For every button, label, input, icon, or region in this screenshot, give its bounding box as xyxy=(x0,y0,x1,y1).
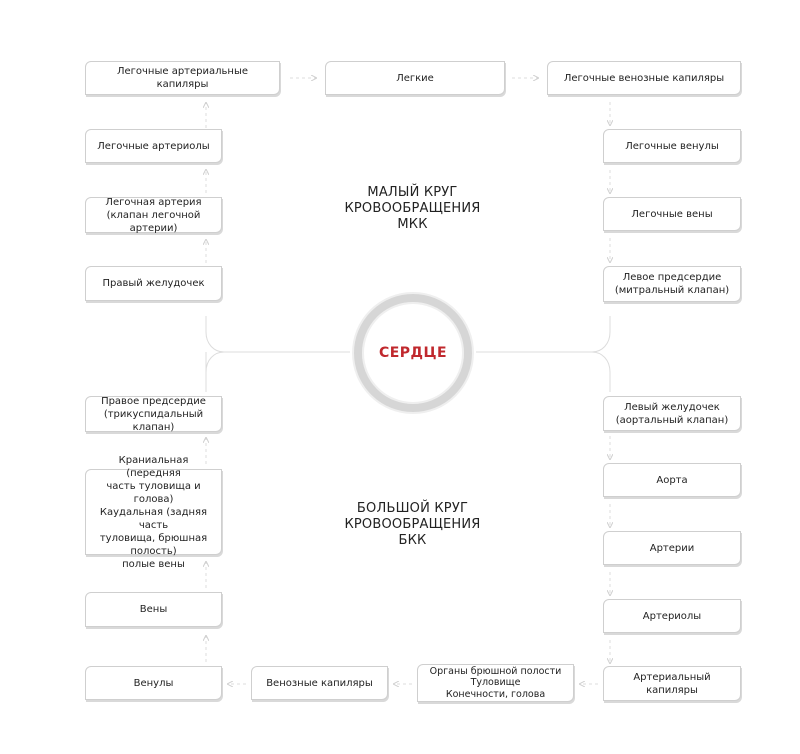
node-left-ventricle: Левый желудочек (аортальный клапан) xyxy=(603,396,741,431)
node-right-atrium: Правое предсердие (трикуспидальный клапан) xyxy=(85,396,222,432)
title-big-circle: БОЛЬШОЙ КРУГ КРОВООБРАЩЕНИЯ БКК xyxy=(344,501,481,548)
node-venules: Венулы xyxy=(85,666,222,700)
node-organs: Органы брюшной полости Туловище Конечности, голова xyxy=(417,664,574,702)
node-pulm-veins: Легочные вены xyxy=(603,197,741,231)
heart-label: СЕРДЦЕ xyxy=(378,345,448,361)
node-pulm-arterioles: Легочные артериолы xyxy=(85,129,222,163)
node-left-atrium: Левое предсердие (митральный клапан) xyxy=(603,266,741,302)
node-pulm-artery: Легочная артерия (клапан легочной артерии) xyxy=(85,197,222,233)
node-aorta: Аорта xyxy=(603,463,741,497)
node-pulm-ven-capillaries: Легочные венозные капиляры xyxy=(547,61,741,95)
connector-heart-right xyxy=(476,316,610,392)
node-right-ventricle: Правый желудочек xyxy=(85,266,222,301)
node-lungs: Легкие xyxy=(325,61,505,95)
node-pulm-art-capillaries: Легочные артериальные капиляры xyxy=(85,61,280,95)
node-arteries: Артерии xyxy=(603,531,741,565)
node-venous-capillaries: Венозные капиляры xyxy=(251,666,388,700)
connector-heart-left xyxy=(206,316,350,392)
node-pulm-venules: Легочные венулы xyxy=(603,129,741,163)
node-veins: Вены xyxy=(85,592,222,627)
node-vena-cava: Краниальная (передняя часть туловища и голова) Каудальная (задняя часть туловища, брюшная полость) полые вены xyxy=(85,469,222,555)
node-arterial-capillaries: Артериальный капиляры xyxy=(603,666,741,701)
connector-heart-left-curve xyxy=(206,352,224,372)
node-arterioles: Артериолы xyxy=(603,599,741,633)
title-small-circle: МАЛЫЙ КРУГ КРОВООБРАЩЕНИЯ МКК xyxy=(344,185,481,232)
